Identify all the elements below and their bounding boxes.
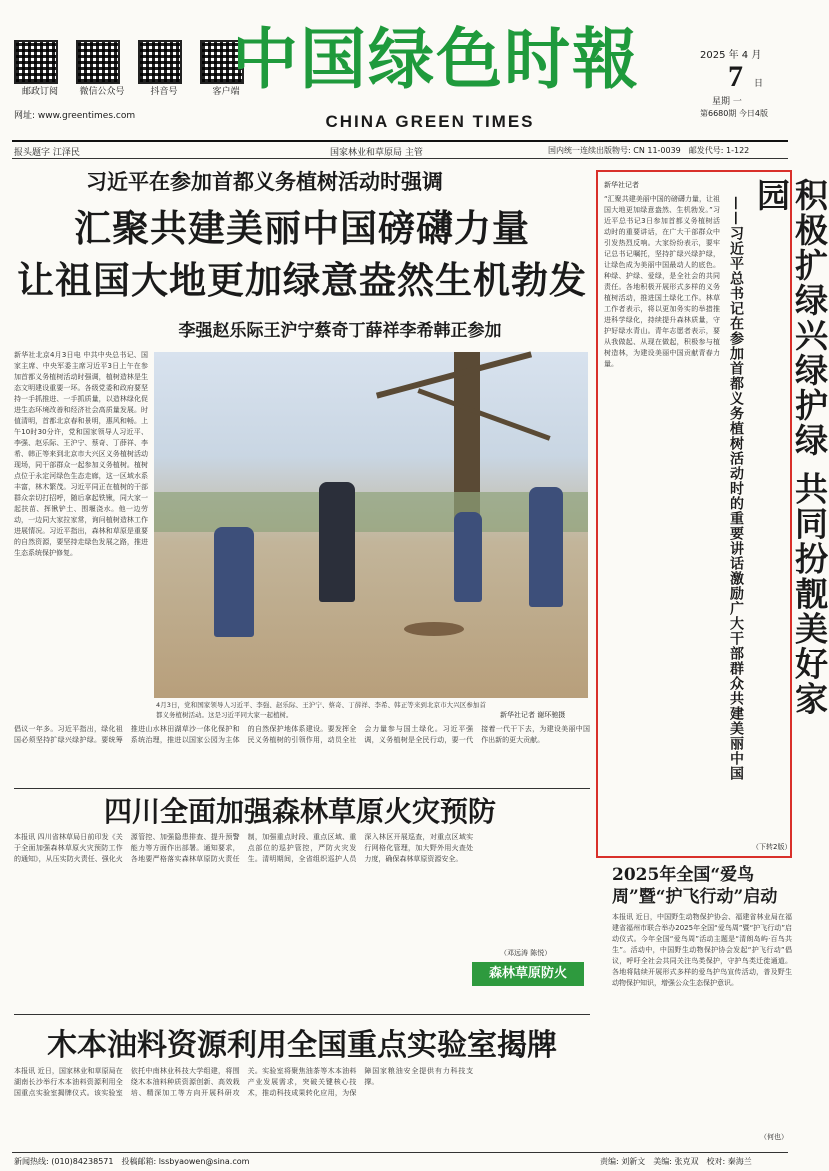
sponsor: 国家林业和草原局 主管 (330, 148, 423, 158)
story3-source: （何也） (760, 1133, 788, 1141)
commentary-body: “汇聚共建美丽中国的磅礴力量，让祖国大地更加绿意盎然、生机勃发。”习近平总书记3日参加首都义务植树活动时的重要讲话，在广大干部群众中引发热烈反响。大家纷纷表示，要牢记总书记嘱托，坚持扩绿兴绿护绿，让绿色成为美丽中国最动人的底色。种绿、护绿、爱绿，是全社会的共同责任。各地积极开展形式多样的义务植树活动，推进国土绿化工作。林草工作者表示，将以更加务实的举措推进科学绿化，持续提升森林质量，守护好绿水青山。青年志愿者表示，要从我做起、从现在做起，积极参与植树造林，为建设美丽中国贡献青春力量。 (604, 195, 720, 368)
qr-label: 微信公众号 (79, 87, 125, 97)
lead-kicker: 习近平在参加首都义务植树活动时强调 (86, 169, 443, 194)
issue-number: 第6680期 今日4版 (700, 109, 768, 118)
story2-body: 本报讯 四川省林草局日前印发《关于全面加强森林草原火灾预防工作的通知》，从压实防火责任、强化火源管控、加强隐患排查、提升预警能力等方面作出部署。通知要求，各地要严格落实森林草原防火责任制，加强重点时段、重点区域、重点部位的巡护管控，严防火灾发生。清明期间，全省组织巡护人员深入林区开展巡查，对重点区域实行网格化管理，加大野外用火查处力度，确保森林草原资源安全。 (14, 833, 474, 863)
commentary-subhead: ——习近平总书记在参加首都义务植树活动时的重要讲话激励广大干部群众共建美丽中国 (728, 196, 744, 781)
story3-body: 本报讯 近日，中国野生动物保护协会、福建省林业局在福建省福州市联合举办2025年全国“爱鸟周”暨“护飞行动”启动仪式。今年全国“爱鸟周”活动主题是“清朗岛屿·百鸟共生”。活动中，中国野生动物保护协会发起“护飞行动”倡议，呼吁全社会共同关注鸟类保护，守护鸟类迁徙通道。各地将陆续开展形式多样的爱鸟护鸟宣传活动，普及野生动物保护知识，增强公众生态保护意识。 (612, 913, 792, 987)
masthead-logo: 中国绿色时報 (232, 20, 640, 98)
footer-hotline: 新闻热线: (010)84238571 投稿邮箱: lssbyaowen@sina.com (14, 1157, 250, 1166)
story2-headline[interactable]: 四川全面加强森林草原火灾预防 (103, 795, 496, 828)
website[interactable]: 网址: www.greentimes.com (14, 111, 136, 121)
qr-label: 邮政订阅 (21, 87, 58, 97)
story3-headline[interactable]: 2025年全国“爱鸟周”暨“护飞行动”启动 (612, 865, 778, 907)
title-calligraphy: 报头题字 江泽民 (14, 148, 80, 158)
footer-rule (12, 1152, 788, 1153)
header-rule (12, 140, 788, 142)
photo-caption: 4月3日，党和国家领导人习近平、李强、赵乐际、王沪宁、蔡奇、丁薛祥、李希、韩正等来到北京市大兴区参加首都义务植树活动。这是习近平同大家一起植树。 (156, 701, 486, 719)
lead-body-continued: 倡议一年多。习近平指出，绿化祖国必须坚持扩绿兴绿护绿。要统筹推进山水林田湖草沙一体化保护和系统治理，推进以国家公园为主体的自然保护地体系建设。要发挥全民义务植树的引领作用，动员全社会力量参与国土绿化。习近平强调，义务植树是全民行动，要一代接着一代干下去，为建设美丽中国作出新的更大贡献。 (14, 725, 590, 744)
date-day-unit: 日 (754, 79, 764, 89)
footer-editors: 责编: 刘新文 美编: 张克双 校对: 秦海兰 (600, 1157, 752, 1166)
photo-credit: 新华社记者 谢环驰摄 (500, 711, 566, 719)
date-day: 7 (728, 60, 743, 93)
section-rule (14, 1014, 590, 1015)
story4-headline[interactable]: 木本油料资源利用全国重点实验室揭牌 (47, 1028, 557, 1063)
lead-headline-1[interactable]: 汇聚共建美丽中国磅礴力量 (74, 206, 530, 250)
date-year-month: 2025 年 4 月 (700, 50, 762, 61)
lead-body: 新华社北京4月3日电 中共中央总书记、国家主席、中央军委主席习近平3日上午在参加首都义务植树活动时强调，植树造林是生态文明建设重要一环。各级党委和政府要坚持一手抓推进、一手抓质量，以造林绿化促进生态环境改善和经济社会高质量发展。时值清明，首都北京春和景明，惠风和畅。上午10时30分许，党和国家领导人习近平、李强、赵乐际、王沪宁、蔡奇、丁薛祥、李希、韩正等来到北京市大兴区义务植树活动现场，同干部群众一起参加义务植树。植树点位于永定河绿色生态走廊，这一区域水系丰富，林木繁茂。习近平同正在植树的干部群众亲切打招呼，随后拿起铁锹，同大家一起扶苗、挥锹铲土、围堰浇水。他一边劳动，一边同大家拉家常，询问植树造林工作进展情况。习近平指出，森林和草原是重要的自然资源，要坚持走绿色发展之路，推进生态系统保护修复。 (14, 351, 148, 557)
fire-prevention-badge: 森林草原防火 (472, 962, 584, 986)
story2-source: （邓远涛 陈悦） (500, 949, 552, 957)
lead-photo[interactable] (154, 352, 588, 698)
qr-code-postal[interactable] (14, 40, 58, 84)
qr-codes (14, 40, 252, 97)
qr-code-wechat[interactable] (76, 40, 120, 84)
weekday: 星期 一 (712, 97, 742, 107)
qr-code-douyin[interactable] (138, 40, 182, 84)
commentary-byline: 新华社记者 (604, 181, 639, 189)
qr-label: 客户端 (212, 87, 240, 97)
commentary-continued: （下转2版） (752, 843, 792, 851)
masthead-english: CHINA GREEN TIMES (325, 112, 535, 131)
lead-headline-2[interactable]: 让祖国大地更加绿意盎然生机勃发 (17, 258, 587, 302)
commentary-headline[interactable]: 积极扩绿兴绿护绿 共同扮靓美好家园 (752, 178, 829, 717)
lead-subhead: 李强赵乐际王沪宁蔡奇丁薛祥李希韩正参加 (178, 321, 502, 341)
section-rule (14, 788, 590, 789)
story4-body: 本报讯 近日，国家林业和草原局在湖南长沙举行木本油料资源利用全国重点实验室揭牌仪式。该实验室依托中南林业科技大学组建，将围绕木本油料种质资源创新、高效栽培、精深加工等方向开展科研攻关。实验室将聚焦油茶等木本油料产业发展需求，突破关键核心技术，推动科技成果转化应用，为保障国家粮油安全提供有力科技支撑。 (14, 1067, 474, 1097)
header-rule (12, 158, 788, 159)
publication-number: 国内统一连续出版物号: CN 11-0039 邮发代号: 1-122 (548, 146, 750, 155)
qr-label: 抖音号 (150, 87, 178, 97)
